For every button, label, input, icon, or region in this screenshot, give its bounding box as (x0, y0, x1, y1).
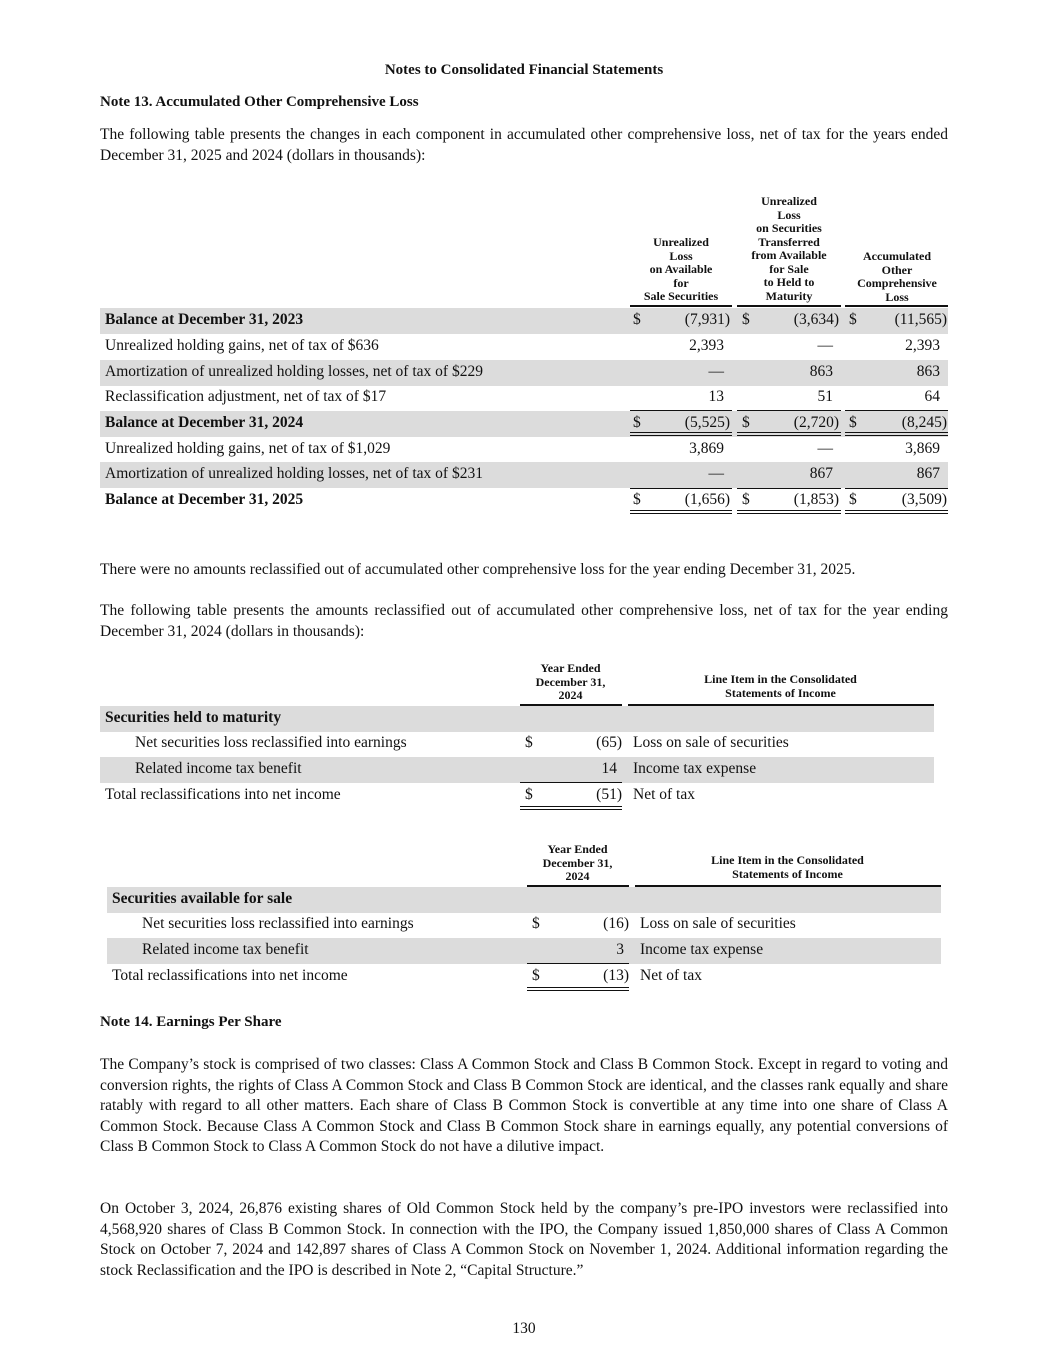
cell-value: 64 (924, 388, 940, 405)
double-rule (737, 510, 841, 514)
table-row (107, 912, 941, 938)
double-rule (737, 432, 841, 436)
note14-para2: On October 3, 2024, 26,876 existing shares of Old Common Stock held by the company’s pre-IPO investors were reclassified into 4,568,920 shares of Class B Common Stock. In connection with the IPO, the Company issued 1,850,000 shares of Class A Common Stock on October 7, 2024 and 142,897 shares of Class A Common Stock on November 1, 2024. Additional information regarding the stock Reclassification and the IPO is described in Note 2, “Capital Structure.” (100, 1200, 948, 1279)
cell-value: (51) (596, 786, 622, 803)
section-row (107, 887, 941, 913)
dollar-sign: $ (633, 491, 641, 508)
cell-value: (65) (596, 734, 622, 751)
table-row (100, 783, 934, 809)
note13-title: Note 13. Accumulated Other Comprehensive Loss (100, 94, 419, 110)
table3-col1-header: Year Ended December 31, 2024 (542, 842, 613, 883)
row-label: Balance at December 31, 2023 (105, 311, 304, 328)
table-row (107, 938, 941, 964)
cell-value: — (708, 465, 724, 482)
line-item: Net of tax (633, 786, 695, 803)
note13-table2-intro: The following table presents the amounts reclassified out of accumulated other comprehensive loss, net of tax for the year ending December 31, 2024 (dollars in thousands): (100, 602, 948, 640)
row-label: Unrealized holding gains, net of tax of $1,029 (105, 440, 391, 457)
header-rule (737, 305, 841, 307)
cell-value: (1,853) (793, 491, 839, 508)
table1-col3-header: Accumulated Other Comprehensive Loss (857, 249, 937, 304)
row-label: Total reclassifications into net income (105, 786, 341, 803)
table-row (107, 964, 941, 990)
cell-value: 13 (708, 388, 724, 405)
table-row (100, 462, 948, 488)
cell-value: 14 (601, 760, 617, 777)
double-rule (520, 806, 622, 810)
note14-para1: The Company’s stock is comprised of two classes: Class A Common Stock and Class B Common Stock. Except in regard to voting and conversion rights, the rights of Class A Common Stock and Class B Common Stock are identical, and the classes rank equally and share ratably with regard to all other matters. Each share of Class B Common Stock is convertible at any time into one share of Class A Common Stock. Because Class A Common Stock and Class B Common Stock share in earnings equally, any potential conversions of Class B Common Stock to Class A Common Stock do not have a dilutive impact. (100, 1056, 948, 1155)
double-rule (630, 432, 732, 436)
cell-value: 867 (809, 465, 833, 482)
cell-value: 51 (817, 388, 833, 405)
cell-value: 863 (809, 363, 833, 380)
cell-value: — (817, 440, 833, 457)
line-item: Loss on sale of securities (640, 915, 796, 932)
cell-value: (7,931) (684, 311, 730, 328)
cell-value: 867 (916, 465, 940, 482)
dollar-sign: $ (532, 915, 540, 932)
cell-value: (8,245) (901, 414, 947, 431)
table-row (100, 385, 948, 411)
row-label: Amortization of unrealized holding losses, net of tax of $229 (105, 363, 483, 380)
table-row (100, 360, 948, 386)
dollar-sign: $ (525, 786, 533, 803)
note13-no-reclass-text: There were no amounts reclassified out of accumulated other comprehensive loss for the year ending December 31, 2025. (100, 561, 856, 578)
table-row (100, 731, 934, 757)
table-row (100, 334, 948, 360)
page-number: 130 (512, 1320, 536, 1337)
section-label: Securities held to maturity (105, 709, 282, 726)
row-label: Related income tax benefit (135, 760, 302, 777)
table1-col1-header: Unrealized Loss on Available for Sale Securities (643, 235, 719, 303)
double-rule (527, 987, 629, 991)
row-label: Related income tax benefit (142, 941, 309, 958)
cell-value: 3,869 (905, 440, 940, 457)
line-item: Income tax expense (640, 941, 764, 958)
dollar-sign: $ (742, 414, 750, 431)
table2-col2-header: Line Item in the Consolidated Statements of Income (704, 672, 857, 700)
cell-value: — (817, 337, 833, 354)
line-item: Income tax expense (633, 760, 757, 777)
row-label: Reclassification adjustment, net of tax of $17 (105, 388, 387, 405)
line-item: Loss on sale of securities (633, 734, 789, 751)
cell-value: 2,393 (689, 337, 724, 354)
note14-title: Note 14. Earnings Per Share (100, 1014, 282, 1030)
cell-value: (3,634) (793, 311, 839, 328)
dollar-sign: $ (525, 734, 533, 751)
dollar-sign: $ (742, 491, 750, 508)
table2-col1-header: Year Ended December 31, 2024 (535, 661, 606, 702)
row-label: Total reclassifications into net income (112, 967, 348, 984)
row-label: Amortization of unrealized holding losses, net of tax of $231 (105, 465, 483, 482)
cell-value: (5,525) (684, 414, 730, 431)
cell-value: (1,656) (684, 491, 730, 508)
double-rule (845, 432, 948, 436)
dollar-sign: $ (742, 311, 750, 328)
row-label: Net securities loss reclassified into earnings (142, 915, 414, 932)
cell-value: — (708, 363, 724, 380)
table-row (100, 757, 934, 783)
header-rule (845, 305, 948, 307)
row-label: Unrealized holding gains, net of tax of $636 (105, 337, 379, 354)
dollar-sign: $ (849, 491, 857, 508)
cell-value: 2,393 (905, 337, 940, 354)
double-rule (630, 510, 732, 514)
cell-value: (3,509) (901, 491, 947, 508)
dollar-sign: $ (633, 414, 641, 431)
dollar-sign: $ (849, 414, 857, 431)
cell-value: (16) (603, 915, 629, 932)
table3-col2-header: Line Item in the Consolidated Statements of Income (711, 853, 864, 881)
dollar-sign: $ (633, 311, 641, 328)
row-label: Balance at December 31, 2024 (105, 414, 304, 431)
cell-value: (13) (603, 967, 629, 984)
cell-value: 3,869 (689, 440, 724, 457)
page-header: Notes to Consolidated Financial Statements (384, 62, 664, 78)
header-rule (630, 305, 732, 307)
cell-value: 863 (916, 363, 940, 380)
dollar-sign: $ (849, 311, 857, 328)
table1-col2-header: Unrealized Loss on Securities Transferred from Available for Sale to Held to Maturity (751, 194, 827, 303)
dollar-sign: $ (532, 967, 540, 984)
table-row (100, 437, 948, 463)
line-item: Net of tax (640, 967, 702, 984)
table-row (100, 308, 948, 334)
cell-value: (2,720) (793, 414, 839, 431)
row-label: Balance at December 31, 2025 (105, 491, 304, 508)
section-row (100, 706, 934, 732)
section-label: Securities available for sale (112, 890, 293, 907)
row-label: Net securities loss reclassified into earnings (135, 734, 407, 751)
cell-value: (11,565) (894, 311, 947, 328)
double-rule (845, 510, 948, 514)
cell-value: 3 (616, 941, 624, 958)
note13-intro: The following table presents the changes in each component in accumulated other comprehensive loss, net of tax for the years ended December 31, 2025 and 2024 (dollars in thousands): (100, 126, 948, 164)
